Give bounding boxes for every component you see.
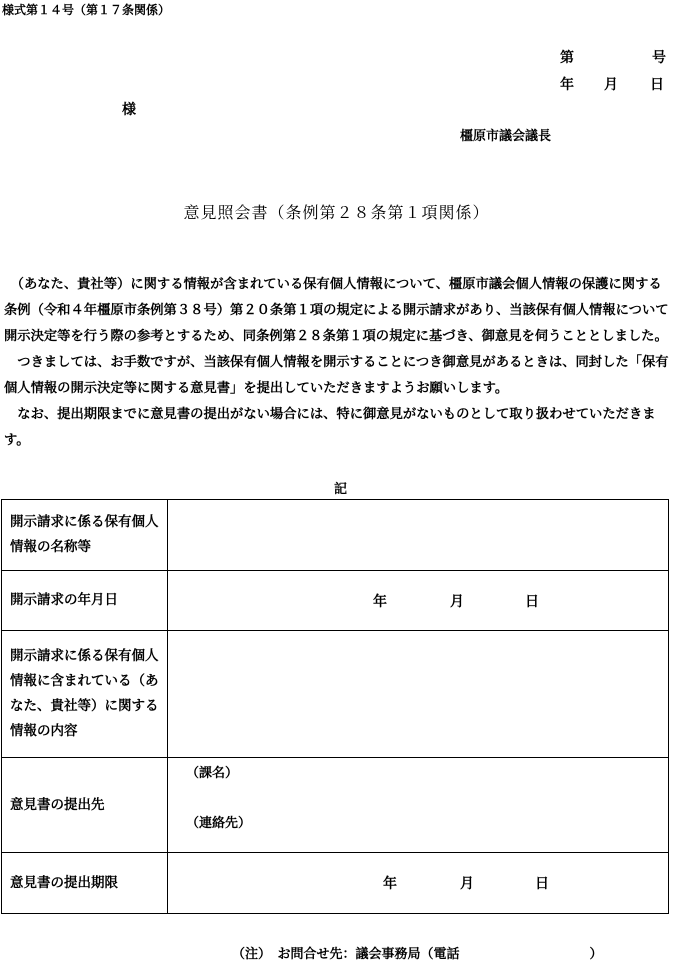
row4-label: 意見書の提出先 [2,758,168,853]
row1-value[interactable] [168,500,669,571]
table-row [2,571,669,631]
addressee: 様 [122,102,136,118]
row5-year: 年 [383,876,397,892]
contact-note: （注） お問合せ先：議会事務局（電話 ） [232,947,603,962]
row5-value[interactable] [168,853,669,914]
date-month: 月 [604,77,618,93]
info-table [1,499,669,914]
row2-year: 年 [373,593,387,610]
row2-day: 日 [525,593,539,610]
ki-heading: 記 [334,482,348,497]
document-date [560,74,664,94]
paragraph-1: （あなた、貴社等）に関する情報が含まれている保有個人情報について、橿原市議会個人情報の保護に関する条例（令和４年橿原市条例第３８号）第２０条第１項の規定による開示請求があり、当該保有個人情報について開示決定等を行う際の参考とするため、同条例第２８条第１項の規定に基づき、御意見を伺うこととしました。 [4,277,669,344]
row5-month: 月 [460,876,474,892]
table-row [2,758,669,853]
row4-value[interactable] [168,758,669,853]
table-row [2,631,669,758]
document-number-prefix: 第 [560,50,574,66]
row2-month: 月 [450,593,464,610]
row4-contact: （連絡先） [186,816,252,831]
paragraph-2: つきましては、お手数ですが、当該保有個人情報を開示することにつき御意見があるときは、同封した「保有個人情報の開示決定等に関する意見書」を提出していただきますようお願いします。 [4,355,669,396]
row3-value[interactable] [168,631,669,758]
document-number [560,47,666,67]
form-number: 様式第１４号（第１７条関係） [2,3,171,17]
date-year: 年 [560,77,574,93]
row2-label: 開示請求の年月日 [2,571,168,631]
document-title: 意見照会書（条例第２８条第１項関係） [183,203,490,222]
date-day: 日 [650,77,664,93]
paragraph-3: なお、提出期限までに意見書の提出がない場合には、特に御意見がないものとして取り扱わせていただきます。 [4,407,656,448]
row1-label: 開示請求に係る保有個人情報の名称等 [2,500,168,571]
table-row [2,500,669,571]
table-row [2,853,669,914]
sender: 橿原市議会議長 [460,129,552,144]
row5-label: 意見書の提出期限 [2,853,168,914]
row3-label: 開示請求に係る保有個人情報に含まれている（あなた、貴社等）に関する情報の内容 [2,631,168,758]
body-text [4,272,671,454]
document-number-suffix: 号 [652,50,666,66]
row2-value[interactable] [168,571,669,631]
row4-section: （課名） [186,766,239,781]
row5-day: 日 [535,876,549,892]
